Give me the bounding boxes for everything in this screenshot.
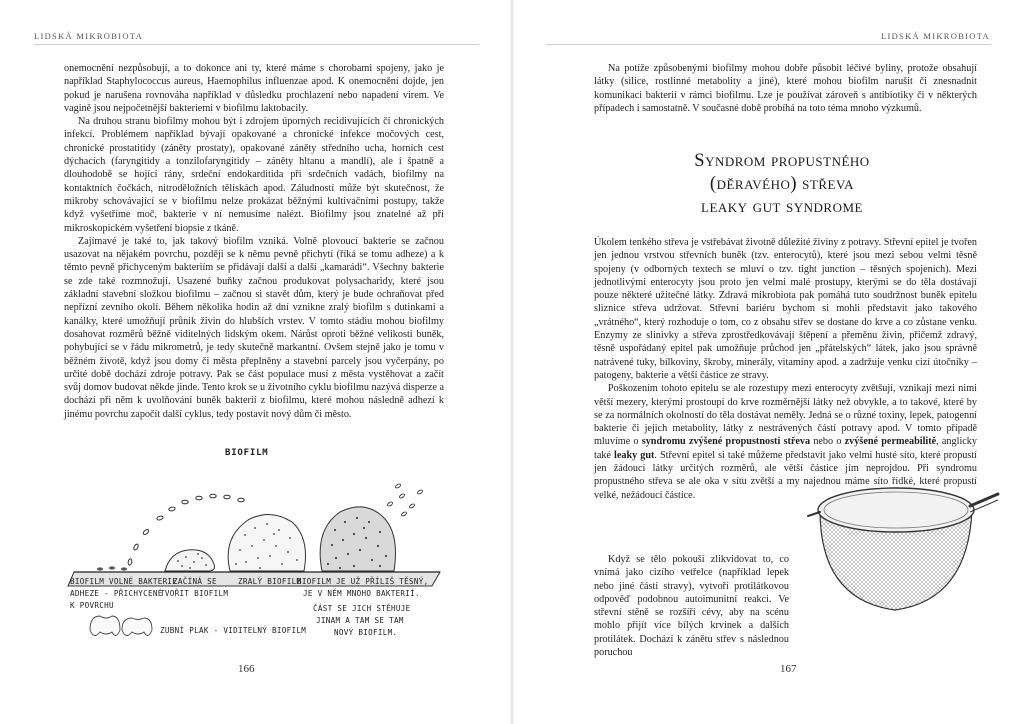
tooth-icon [90, 616, 152, 636]
text-run: , anglicky také [594, 436, 977, 461]
chapter-title [572, 150, 992, 219]
dense-biofilm [320, 507, 395, 571]
page-number-right: 167 [780, 663, 797, 675]
running-head-right: LIDSKÁ MIKROBIOTA [880, 31, 990, 41]
chapter-title-line: (děravého) střeva [709, 174, 855, 194]
chapter-title-line: leaky gut syndrome [701, 197, 863, 217]
right-intro-text [594, 62, 977, 115]
label-dispersal: ČÁST SE JICH STĚHUJE [313, 604, 411, 613]
chapter-title-line: Syndrom propustného [694, 151, 870, 171]
paragraph: Úkolem tenkého střeva je vstřebávat životně důležité živiny z potravy. Střevní epitel je tvořen jen jednou vrstvou střevních buněk (tzv. enterocytů), které jsou mezi sebou velmi těsně spojeny (v odborných textech se mluví o tzv. tight junction – těsných spojeních). Mezi jednotlivými enterocyty jsou proto jen velmi malé prostupy, kterými se do těla dostávají pouze některé užitečné látky. Zdravá mikrobiota pak pomáhá tuto soudržnost buněk epitelu sliznice střeva udržovat. Střevní bariéru bychom si mohli představit jako takového „vrátného“, který rozhoduje o tom, co z obsahu střev se dostane do krve a co zůstane venku. Enzymy ze slinivky a střeva zprostředkovávají štěpení a přeměnu živin, přičemž zdravý, těsně uspořádaný epitel pak umožňuje průchod jen „přátelských“ látek, jako jsou správně natrávené tuky, bílkoviny, škroby, minerály, vitamíny apod. a zadržuje venku cizí útočníky – patogeny, bakterie a větší částice ze stravy. [594, 237, 977, 381]
illustration-title: BIOFILM [225, 448, 269, 458]
label-adhesion-cont: K POVRCHU [70, 601, 114, 610]
adhered-bacteria [97, 566, 127, 570]
label-forming-cont: TVOŘIT BIOFILM [160, 589, 229, 598]
right-page [512, 0, 1024, 724]
forming-biofilm [165, 550, 215, 571]
page-number-left: 166 [238, 663, 255, 675]
label-free-bacteria: BIOFILM VOLNÉ BAKTERIE [70, 577, 178, 586]
paragraph: Když se tělo pokouší zlikvidovat to, co vnímá jako cizího vetřelce (například lepek nebo jiné části stravy), vytvoří protilátkovou odpověď podobnou autoimunitní reakci. Ve střevní stěně se rozšíří cévy, aby na scénu mohlo přijít více bílých krvinek a dalších protilátek. Dochází k zánětu střev s následnou poruchou [594, 554, 789, 659]
label-dense: BIOFILM JE UŽ PŘÍLIŠ TĚSNÝ, [297, 577, 429, 586]
sieve-illustration [800, 440, 1005, 640]
paragraph: Zajímavé je také to, jak takový biofilm vzniká. Volně plovoucí bakterie se začnou usazovat na nějakém povrchu, později se k němu pevně přichytí (říká se tomu adheze) a k těmto pevně přichyceným bakteriím se přidávají další a další „kamarádi“. Všechny bakterie se zde také rozmnožují. Usazené buňky začnou produkovat polysacharidy, které jsou základní stavební složkou biofilmu – začnou si stavět dům, který je bude ochraňovat před nepřízní zevního okolí. Během několika hodin až dní vznikne zralý biofilm s dutinkami a kanálky, které umožňují průnik živin do hlubších vrstev. V tomto stádiu mohou biofilmy dosahovat rozměrů běžně viditelných lidským okem. Nárůst oproti běžné velikosti buněk, pohybující se v řádu mikrometrů, je tedy skutečně markantní. Ovšem stejně jako je tomu v běžném životě, když jsou domy či města přeplněny a stavební parcely jsou vyčerpány, po určité době dochází zdroje potravy. Pak se část populace musí z města vystěhovat a začít svůj domov budovat někde jinde. Tento krok se u životního cyklu biofilmu nazývá disperze a dochází při něm k uvolňování buněk bakterií z biofilmu, které mohou následně adhezí k jinému povrchu započít další cyklus, tedy postavit nový dům či město. [64, 235, 444, 420]
label-forming: ZAČÍNÁ SE [173, 577, 217, 586]
left-body-text [64, 62, 444, 421]
right-wrapped-text [594, 553, 789, 659]
text-run: Poškozením tohoto epitelu se ale rozestupy mezi enterocyty zvětšují, vznikají mezi nimi větší mezery, kterými prostoupí do krve rozměrnější látky než obvykle, a to takové, které by se za normálních okolností do těla dostávat neměly. Jedná se o různé toxiny, lepek, patogenní bakterie či jejich metabolity, látky z nestrávených částí potravy apod. V tomto případě mluvíme o [594, 383, 977, 448]
running-head-left: LIDSKÁ MIKROBIOTA [34, 31, 144, 41]
header-rule-right [546, 44, 991, 45]
paragraph: Na druhou stranu biofilmy mohou být i zdrojem úporných recidivujících či chronických infekcí. Problémem například bývají opakované a chronické infekce močových cest, chronické prostatitidy (záněty prostaty), opakované záněty středního ucha, horních cest dýchacích (faryngitidy a tonzilofaryngitidy – záněty hltanu a mandlí), ale i špatně a dlouhodobě se hojící rány, srdeční endokarditida při srdečních vadách, biofilmy na kontaktních čočkách, nitroděložních tělískách apod. Záludností může být skutečnost, že mikroby schovávající se v biofilmu nelze prokázat běžnými kultivačními postupy, takže když vyšetříme moč, bakterie v ní nemusíme nalézt. Biofilmy jsou znatelné až při mikroskopickém vyšetření biopsie z tkáně. [64, 116, 444, 234]
label-mature: ZRALÝ BIOFILM [238, 577, 302, 586]
bold-term: leaky gut [614, 449, 655, 461]
mature-biofilm [228, 514, 305, 571]
text-run: nebo o [810, 436, 845, 448]
paragraph: onemocnění nezpůsobují, a to dokonce ani ty, které máme s chorobami spojeny, jako je například Staphylococcus aureus, Haemophilus influenzae apod. K onemocnění dojde, jen pokud je narušena rovnováha například v důsledku prochlazení nebo napadení virem. Ve vagině jsou nejpočetnější bakteriemi v biofilmu laktobacily. [64, 63, 444, 114]
label-dental-plaque: ZUBNÍ PLAK - VIDITELNÝ BIOFILM [160, 626, 307, 635]
bold-term: syndromu zvýšené propustnosti střeva [641, 436, 811, 448]
label-new-biofilm: NOVÝ BIOFILM. [334, 628, 398, 637]
dispersing-bacteria [387, 483, 423, 516]
text-run: . Střevní epitel si také můžeme představit jako velmi husté síto, které propustí jen žádoucí látky určitých rozměrů, ale větší částice jím neprojdou. Při syndromu propustného střeva se ale oka v sítu zvětší a my najednou máme síto řídké, které propustí velké, nežádoucí částice. [594, 449, 978, 501]
paragraph: Na potíže způsobenými biofilmy mohou dobře působit léčivé byliny, protože obsahují látky (silice, rostlinné metabolity a jiné), které mohou biofilm narušit či znesnadnit komunikaci bakterií v rámci biofilmu. Lze je používat zároveň s antibiotiky či v některých případech i samostatně. V současné době probíhá na toto téma mnoho výzkumů. [594, 63, 977, 114]
bold-term: zvýšené permeabilitě [844, 436, 937, 448]
header-rule-left [34, 44, 479, 45]
label-dispersal-cont: JINAM A TAM SE TAM [316, 616, 404, 625]
label-adhesion: ADHEZE - PŘICHYCENÉ [70, 589, 163, 598]
label-dense-cont: JE V NĚM MNOHO BAKTERIÍ. [303, 589, 420, 598]
